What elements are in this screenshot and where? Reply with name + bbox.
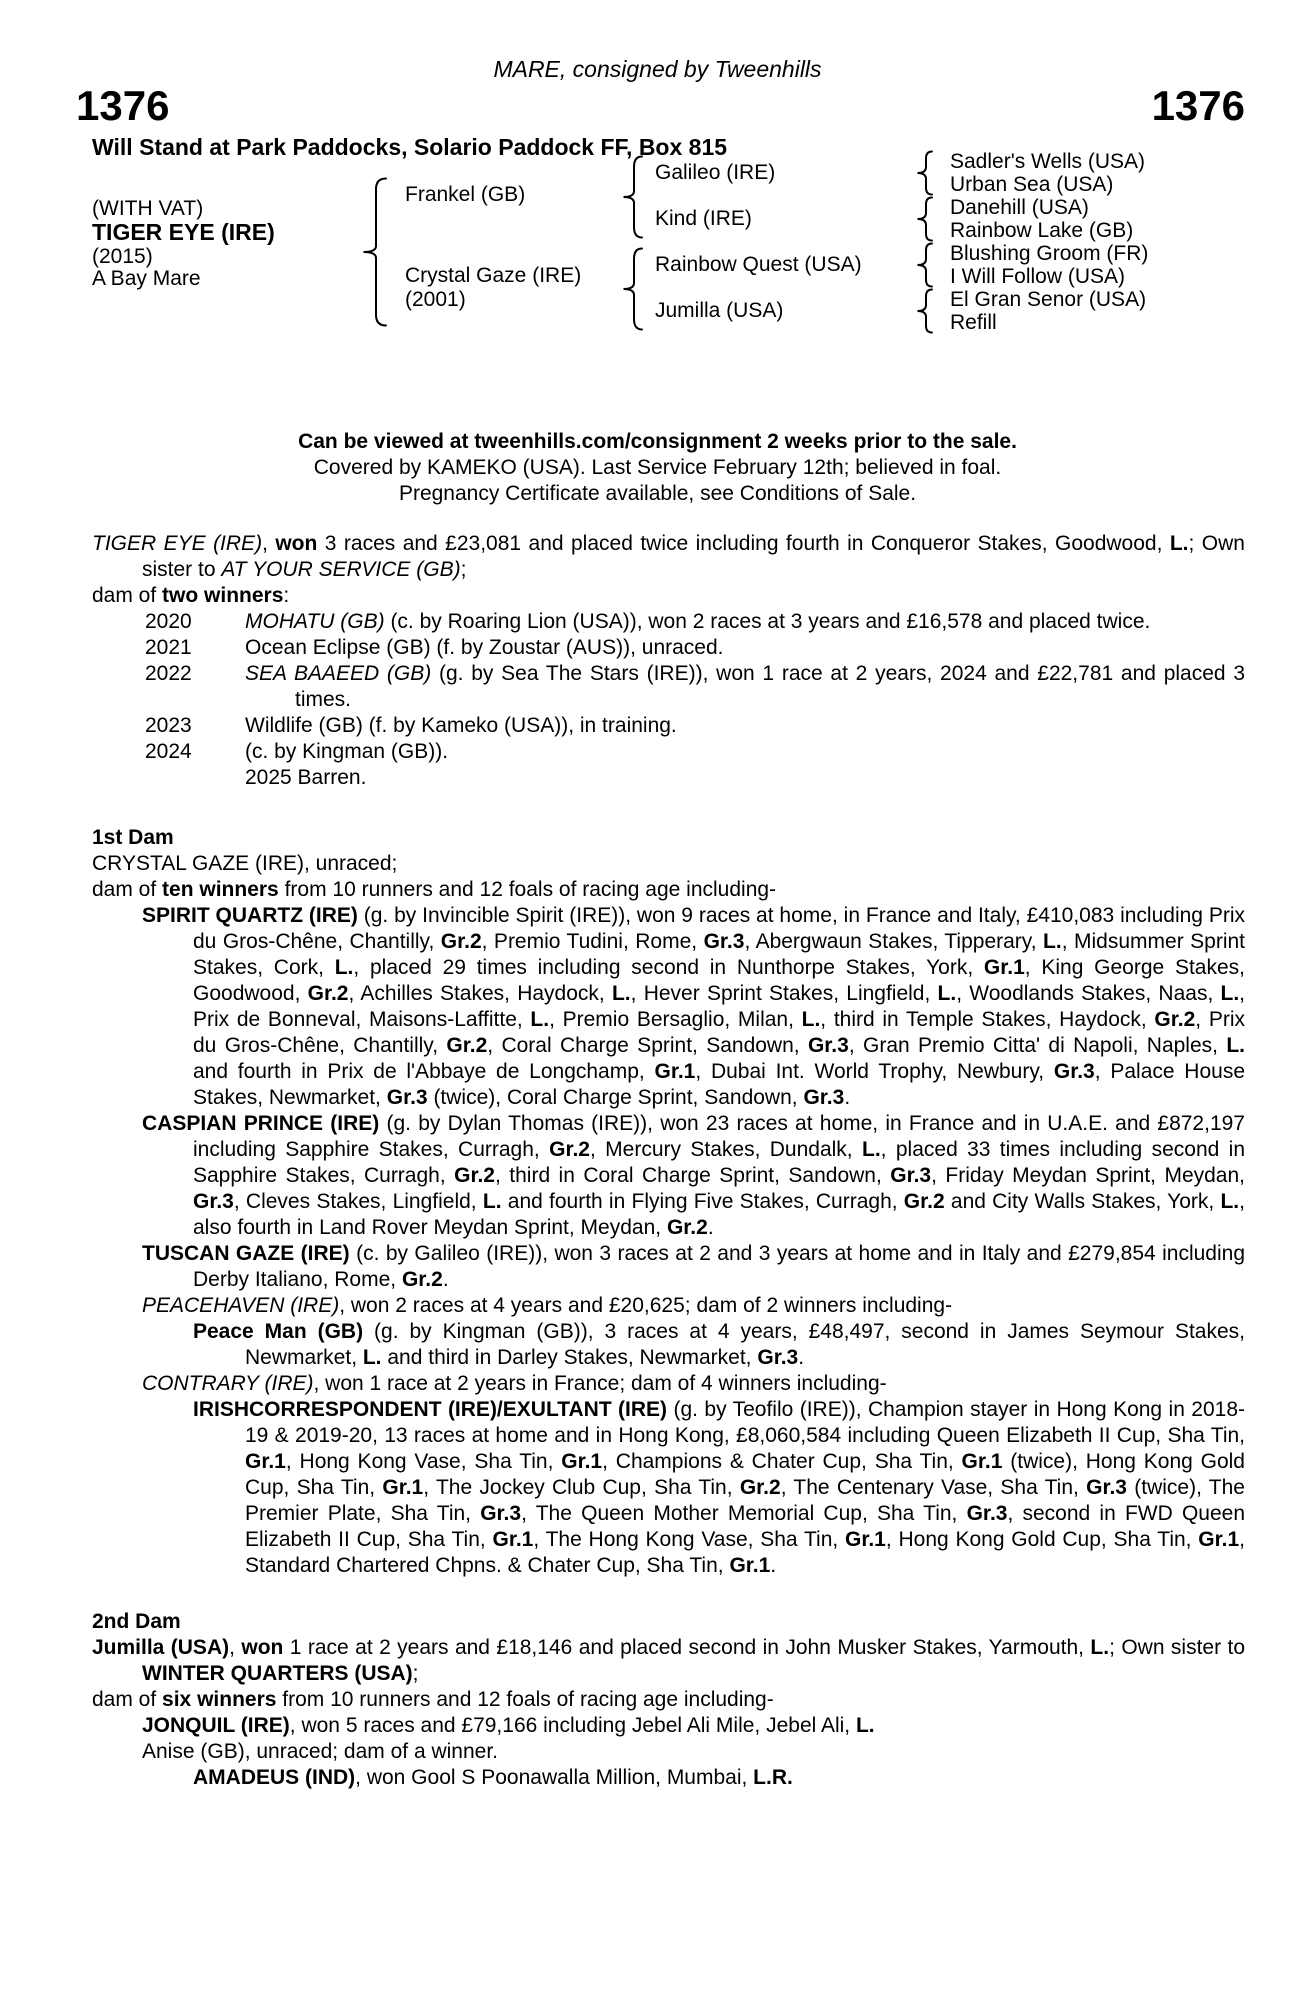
pedigree-brace xyxy=(916,150,934,196)
pedigree-grandparent: Jumilla (USA) xyxy=(655,299,784,322)
pedigree-table xyxy=(0,147,1315,347)
produce-year: 2023 xyxy=(145,714,192,737)
first-dam-entries xyxy=(92,903,1245,1579)
pedigree-sire-name: Frankel (GB) xyxy=(405,183,526,206)
produce-row xyxy=(92,713,1245,739)
pedigree-great-grandparent: Urban Sea (USA) xyxy=(950,173,1114,196)
consignor-line: MARE, consigned by Tweenhills xyxy=(493,56,822,82)
viewing-line: Can be viewed at tweenhills.com/consignment 2 weeks prior to the sale. xyxy=(298,430,1017,453)
pedigree-great-grandparent: Danehill (USA) xyxy=(950,196,1089,219)
dam-entry-peacehaven: PEACEHAVEN (IRE), won 2 races at 4 years and £20,625; dam of 2 winners including- xyxy=(142,1294,953,1317)
produce-year: 2021 xyxy=(145,636,192,659)
dam-entry-anise: Anise (GB), unraced; dam of a winner. xyxy=(142,1740,499,1763)
produce-year: 2022 xyxy=(145,662,192,685)
pedigree-brace xyxy=(362,177,388,327)
produce-year xyxy=(145,765,245,791)
pedigree-great-grandparent: Rainbow Lake (GB) xyxy=(950,219,1134,242)
viewing-note xyxy=(0,429,1315,507)
pedigree-brace xyxy=(916,288,934,334)
produce-row xyxy=(92,765,1245,791)
dam-entry-spirit-quartz: SPIRIT QUARTZ (IRE) (g. by Invincible Spirit (IRE)), won 9 races at home, in France and Italy, £410,083 including Prix du Gros-Chêne, Chantilly, Gr.2, Premio Tudini, Rome, Gr.3, Abergwaun Stakes, Tipperary, L., Midsummer Sprint Stakes, Cork, L., placed 29 times including second in Nunthorpe Stakes, York, Gr.1, King George Stakes, Goodwood, Gr.2, Achilles Stakes, Haydock, L., Hever Sprint Stakes, Lingfield, L., Woodlands Stakes, Naas, L., Prix de Bonneval, Maisons-Laffitte, L., Premio Bersaglio, Milan, L., third in Temple Stakes, Haydock, Gr.2, Prix du Gros-Chêne, Chantilly, Gr.2, Coral Charge Sprint, Sandown, Gr.3, Gran Premio Citta' di Napoli, Naples, L. and fourth in Prix de l'Abbaye de Longchamp, Gr.1, Dubai Int. World Trophy, Newbury, Gr.3, Palace House Stakes, Newmarket, Gr.3 (twice), Coral Charge Sprint, Sandown, Gr.3. xyxy=(142,904,1246,1109)
produce-record xyxy=(92,609,1245,791)
dam-of-winners-line: dam of two winners: xyxy=(92,584,290,607)
produce-text: Wildlife (GB) (f. by Kameko (USA)), in training. xyxy=(245,714,677,737)
catalogue-body xyxy=(92,531,1245,1791)
produce-year: 2020 xyxy=(145,610,192,633)
pedigree-subject-description: A Bay Mare xyxy=(92,267,201,290)
covering-line: Covered by KAMEKO (USA). Last Service February 12th; believed in foal. xyxy=(313,456,1002,479)
second-dam-entries xyxy=(92,1713,1245,1791)
produce-text: (c. by Kingman (GB)). xyxy=(245,740,449,763)
produce-row xyxy=(92,661,1245,713)
pedigree-dam-year: (2001) xyxy=(405,288,466,311)
stand-location-line: Will Stand at Park Paddocks, Solario Paddock FF, Box 815 xyxy=(92,134,728,160)
pedigree-grandparent: Galileo (IRE) xyxy=(655,161,776,184)
produce-row xyxy=(92,609,1245,635)
second-dam-heading: 2nd Dam xyxy=(92,1610,181,1633)
pedigree-subject-vat: (WITH VAT) xyxy=(92,197,204,220)
pedigree-grandparent: Rainbow Quest (USA) xyxy=(655,253,862,276)
pedigree-subject-year: (2015) xyxy=(92,245,153,268)
first-dam-heading: 1st Dam xyxy=(92,826,174,849)
first-dam-intro: CRYSTAL GAZE (IRE), unraced; xyxy=(92,852,398,875)
dam-entry-caspian-prince: CASPIAN PRINCE (IRE) (g. by Dylan Thomas (IRE)), won 23 races at home, in France and in U.A.E. and £872,197 including Sapphire Stakes, Curragh, Gr.2, Mercury Stakes, Dundalk, L., placed 33 times including second in Sapphire Stakes, Curragh, Gr.2, third in Coral Charge Sprint, Sandown, Gr.3, Friday Meydan Sprint, Meydan, Gr.3, Cleves Stakes, Lingfield, L. and fourth in Flying Five Stakes, Curragh, Gr.2 and City Walls Stakes, York, L., also fourth in Land Rover Meydan Sprint, Meydan, Gr.2. xyxy=(142,1112,1246,1239)
pedigree-brace xyxy=(622,155,644,239)
pedigree-great-grandparent: Sadler's Wells (USA) xyxy=(950,150,1145,173)
pregnancy-line: Pregnancy Certificate available, see Conditions of Sale. xyxy=(398,482,917,505)
dam-entry-tuscan-gaze: TUSCAN GAZE (IRE) (c. by Galileo (IRE)), won 3 races at 2 and 3 years at home and in Italy and £279,854 including Derby Italiano, Rome, Gr.2. xyxy=(142,1242,1245,1291)
dam-entry-jonquil: JONQUIL (IRE), won 5 races and £79,166 including Jebel Ali Mile, Jebel Ali, L. xyxy=(142,1714,875,1737)
dam-entry-peace-man: Peace Man (GB) (g. by Kingman (GB)), 3 races at 4 years, £48,497, second in James Seymour Stakes, Newmarket, L. and third in Darley Stakes, Newmarket, Gr.3. xyxy=(193,1320,1245,1369)
lot-number-right: 1376 xyxy=(1151,82,1245,129)
produce-row xyxy=(92,635,1245,661)
produce-text: Ocean Eclipse (GB) (f. by Zoustar (AUS)), unraced. xyxy=(245,636,724,659)
pedigree-great-grandparent: Blushing Groom (FR) xyxy=(950,242,1149,265)
pedigree-brace xyxy=(622,247,644,331)
lot-number-left: 1376 xyxy=(76,82,170,129)
lot-number-row xyxy=(0,83,1315,129)
pedigree-grandparent: Kind (IRE) xyxy=(655,207,752,230)
dam-entry-amadeus: AMADEUS (IND), won Gool S Poonawalla Million, Mumbai, L.R. xyxy=(193,1766,793,1789)
produce-text: SEA BAAEED (GB) (g. by Sea The Stars (IRE)), won 1 race at 2 years, 2024 and £22,781 and placed 3 times. xyxy=(245,662,1246,711)
produce-text: 2025 Barren. xyxy=(245,766,367,789)
pedigree-great-grandparent: I Will Follow (USA) xyxy=(950,265,1126,288)
pedigree-dam-name: Crystal Gaze (IRE) xyxy=(405,264,582,287)
dam-entry-irishcorrespondent-exultant: IRISHCORRESPONDENT (IRE)/EXULTANT (IRE) (g. by Teofilo (IRE)), Champion stayer in Hong Kong in 2018-19 & 2019-20, 13 races at home and in Hong Kong, £8,060,584 including Queen Elizabeth II Cup, Sha Tin, Gr.1, Hong Kong Vase, Sha Tin, Gr.1, Champions & Chater Cup, Sha Tin, Gr.1 (twice), Hong Kong Gold Cup, Sha Tin, Gr.1, The Jockey Club Cup, Sha Tin, Gr.2, The Centenary Vase, Sha Tin, Gr.3 (twice), The Premier Plate, Sha Tin, Gr.3, The Queen Mother Memorial Cup, Sha Tin, Gr.3, second in FWD Queen Elizabeth II Cup, Sha Tin, Gr.1, The Hong Kong Vase, Sha Tin, Gr.1, Hong Kong Gold Cup, Sha Tin, Gr.1, Standard Chartered Chpns. & Chater Cup, Sha Tin, Gr.1. xyxy=(193,1398,1245,1577)
produce-text: MOHATU (GB) (c. by Roaring Lion (USA)), won 2 races at 3 years and £16,578 and placed twice. xyxy=(245,610,1151,633)
pedigree-brace xyxy=(916,242,934,288)
pedigree-great-grandparent: Refill xyxy=(950,311,997,334)
second-dam-race-paragraph: Jumilla (USA), won 1 race at 2 years and £18,146 and placed second in John Musker Stakes, Yarmouth, L.; Own sister to WINTER QUARTERS (USA); xyxy=(92,1636,1246,1685)
race-record-paragraph: TIGER EYE (IRE), won 3 races and £23,081 and placed twice including fourth in Conqueror Stakes, Goodwood, L.; Own sister to AT YOUR SERVICE (GB); xyxy=(92,532,1245,581)
pedigree-brace xyxy=(916,196,934,242)
pedigree-great-grandparent: El Gran Senor (USA) xyxy=(950,288,1147,311)
pedigree-subject-name: TIGER EYE (IRE) xyxy=(92,219,275,245)
produce-year: 2024 xyxy=(145,740,192,763)
second-dam-damline: dam of six winners from 10 runners and 12 foals of racing age including- xyxy=(92,1688,774,1711)
produce-row xyxy=(92,739,1245,765)
dam-entry-contrary: CONTRARY (IRE), won 1 race at 2 years in France; dam of 4 winners including- xyxy=(142,1372,887,1395)
first-dam-damline: dam of ten winners from 10 runners and 12 foals of racing age including- xyxy=(92,878,777,901)
